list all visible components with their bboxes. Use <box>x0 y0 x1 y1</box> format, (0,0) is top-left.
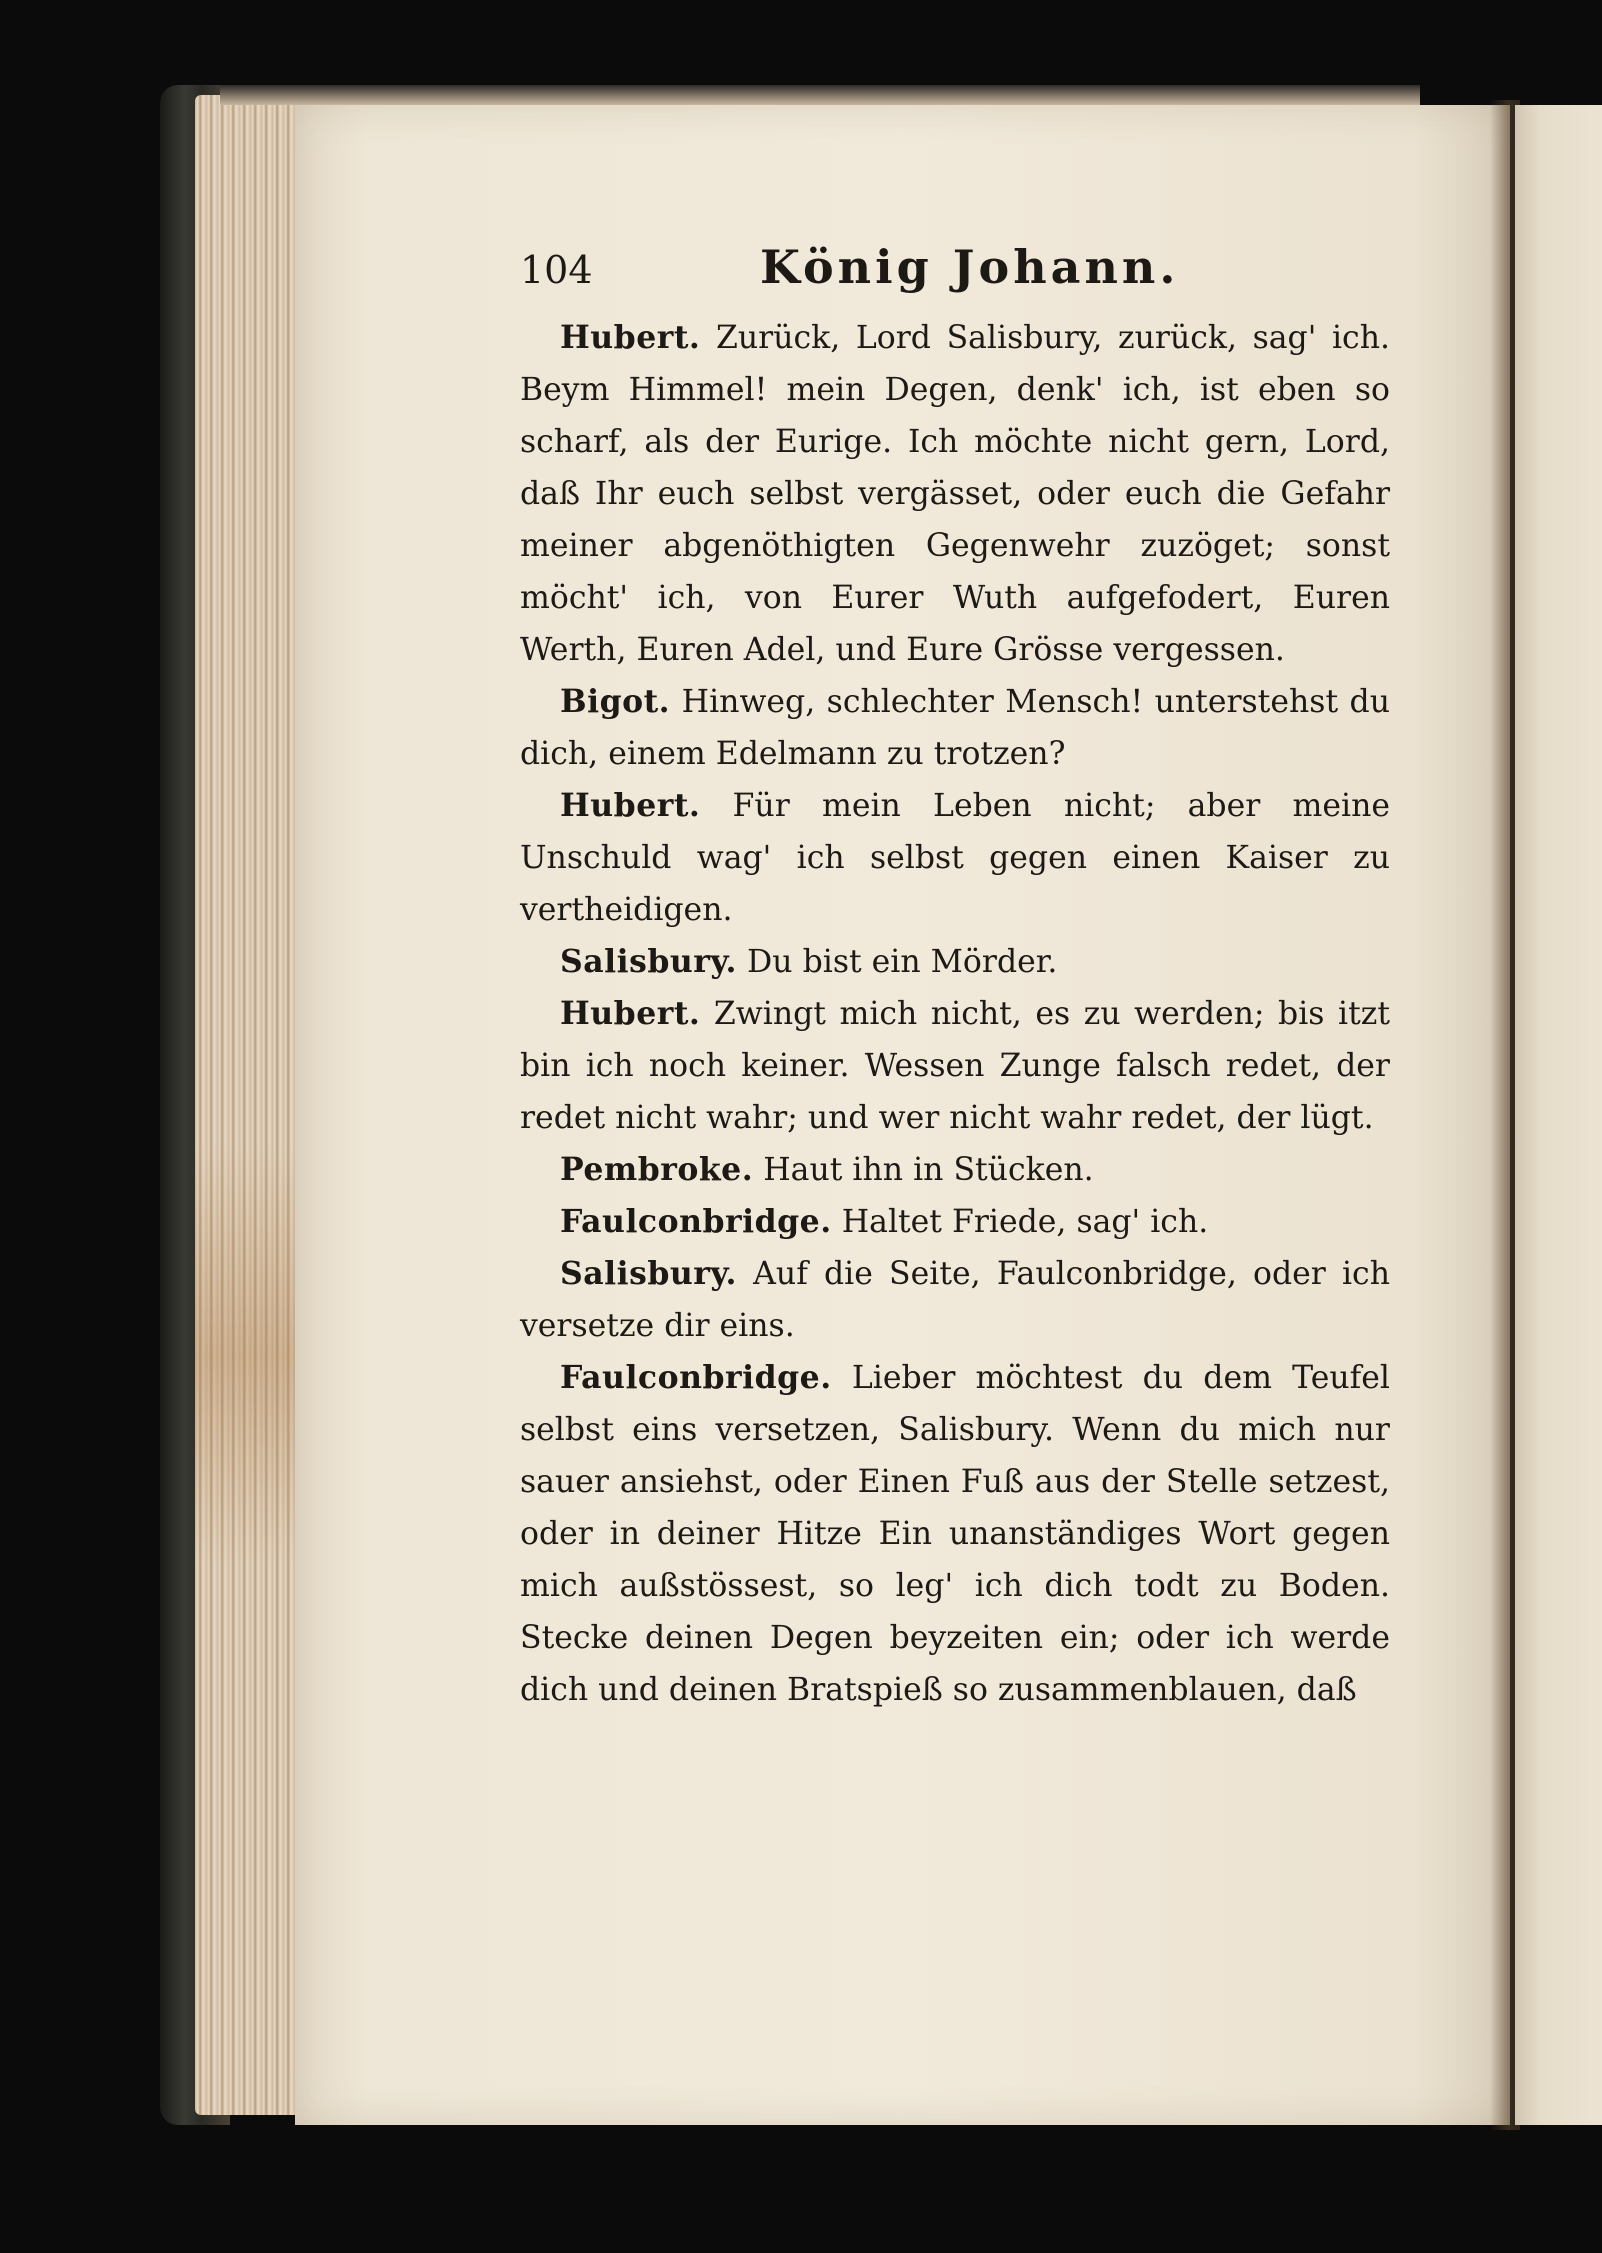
speech <box>520 936 1390 988</box>
running-title: König Johann. <box>760 240 1180 294</box>
speaker-name: Salisbury. <box>560 1255 738 1292</box>
running-head <box>520 240 1390 312</box>
speech-text: Lieber möchtest du dem Teufel selbst eins versetzen, Salisbury. Wenn du mich nur sauer ansiehst, oder Einen Fuß aus der Stelle setzest, oder in deiner Hitze Ein unanständiges Wort gegen mich außstössest, so leg' ich dich todt zu Boden. Stecke deinen Degen beyzeiten ein; oder ich werde dich und deinen Bratspieß so zusammenblauen, daß <box>520 1360 1391 1708</box>
speaker-name: Bigot. <box>560 683 671 720</box>
speech <box>520 1352 1390 1716</box>
speech-text: Zurück, Lord Salisbury, zurück, sag' ich. Beym Himmel! mein Degen, denk' ich, ist eben so scharf, als der Eurige. Ich möchte nicht gern, Lord, daß Ihr euch selbst vergässet, oder euch die Gefahr meiner abgenöthigten Gegenwehr zuzöget; sonst möcht' ich, von Eurer Wuth aufgefodert, Euren Werth, Euren Adel, und Eure Grösse vergessen. <box>520 320 1390 668</box>
speech <box>520 988 1390 1144</box>
speaker-name: Pembroke. <box>560 1151 754 1188</box>
speaker-name: Hubert. <box>560 319 701 356</box>
page-text <box>520 240 1390 1716</box>
speech <box>520 312 1390 676</box>
speech-text: Hinweg, schlechter Mensch! unterstehst du dich, einem Edelmann zu trotzen? <box>520 684 1390 772</box>
speech-text: Auf die Seite, Faulconbridge, oder ich versetze dir eins. <box>520 1256 1390 1344</box>
speech <box>520 1196 1390 1248</box>
speech <box>520 676 1390 780</box>
speaker-name: Salisbury. <box>560 943 738 980</box>
speech <box>520 1144 1390 1196</box>
speech-text: Haltet Friede, sag' ich. <box>841 1204 1209 1240</box>
speech-text: Zwingt mich nicht, es zu werden; bis itzt bin ich noch keiner. Wessen Zunge falsch redet, der redet nicht wahr; und wer nicht wahr redet, der lügt. <box>520 996 1390 1136</box>
speaker-name: Hubert. <box>560 787 701 824</box>
page-top-edge <box>220 85 1420 105</box>
speech-text: Du bist ein Mörder. <box>747 944 1058 980</box>
speech <box>520 780 1390 936</box>
page-edges <box>195 95 305 2115</box>
page-number: 104 <box>520 248 593 292</box>
speaker-name: Faulconbridge. <box>560 1359 832 1396</box>
speaker-name: Faulconbridge. <box>560 1203 832 1240</box>
speech-text: Haut ihn in Stücken. <box>763 1152 1094 1188</box>
speech-text: Für mein Leben nicht; aber meine Unschuld wag' ich selbst gegen einen Kaiser zu vertheidigen. <box>520 788 1390 928</box>
speaker-name: Hubert. <box>560 995 701 1032</box>
facing-page <box>1515 105 1602 2125</box>
speech <box>520 1248 1390 1352</box>
